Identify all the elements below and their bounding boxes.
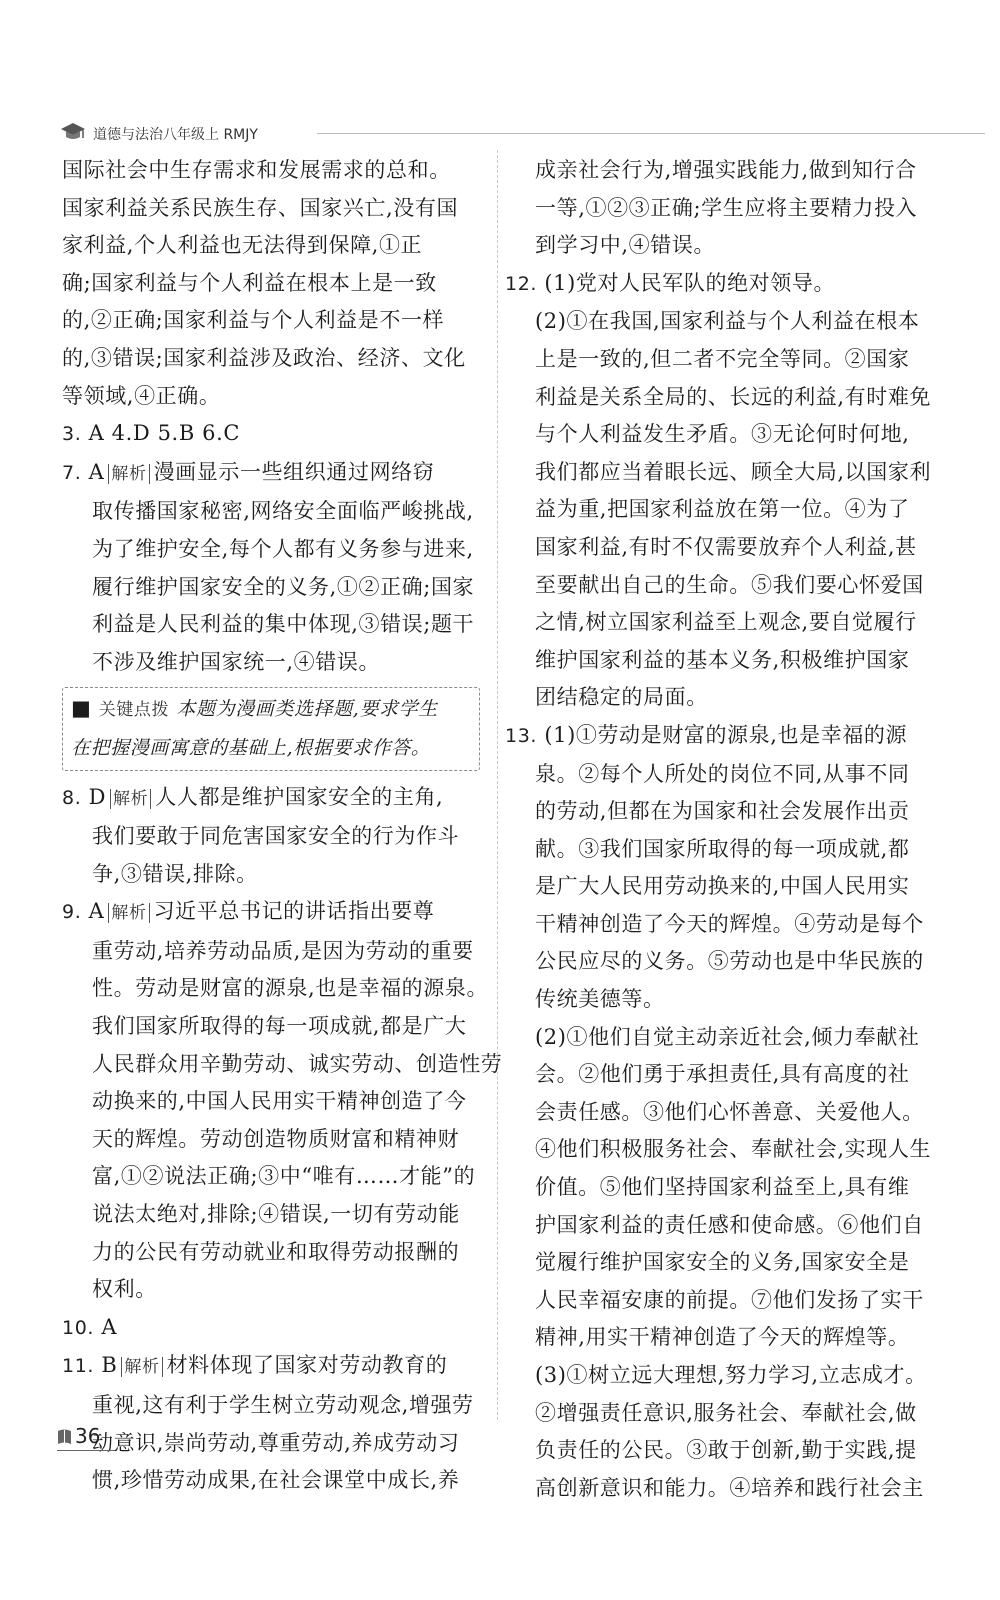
- answer-text: D: [88, 784, 107, 809]
- text-line: [505, 793, 957, 831]
- text-line: [505, 1056, 957, 1094]
- answer-text: (1)①劳动是财富的源泉,也是幸福的源: [544, 722, 908, 747]
- explanation-text: 护国家利益的责任感和使命感。⑥他们自: [535, 1212, 924, 1237]
- explanation-text: 觉履行维护国家安全的义务,国家安全是: [535, 1250, 910, 1275]
- text-line: [505, 943, 957, 981]
- explanation-text: 利益是人民利益的集中体现,③错误;题干: [92, 612, 475, 637]
- text-line: [505, 454, 957, 492]
- question-number: 10.: [62, 1316, 95, 1339]
- explanation-text: 我们国家所取得的每一项成就,都是广大: [92, 1014, 467, 1039]
- text-line: [62, 1121, 494, 1159]
- explanation-text: 重劳动,培养劳动品质,是因为劳动的重要: [92, 938, 474, 963]
- text-line: [505, 1207, 957, 1245]
- text-line: [505, 416, 957, 454]
- text-line: [62, 302, 494, 340]
- text-line: [505, 1432, 957, 1470]
- explanation-text: 材料体现了国家对劳动教育的: [166, 1353, 448, 1378]
- explanation-text: 公民应尽的义务。⑤劳动也是中华民族的: [535, 949, 924, 974]
- explanation-text: 力的公民有劳动就业和取得劳动报酬的: [92, 1239, 460, 1264]
- text-line: [505, 1019, 957, 1057]
- right-column: [505, 152, 957, 1507]
- answer-text: A: [88, 459, 105, 484]
- explanation-text: 国家利益关系民族生存、国家兴亡,没有国: [62, 195, 459, 220]
- text-line: [62, 644, 494, 682]
- question-number: 8.: [62, 786, 82, 809]
- explanation-text: 不涉及维护国家统一,④错误。: [92, 649, 381, 674]
- explanation-text: 确;国家利益与个人利益在根本上是一致: [62, 270, 437, 295]
- explanation-text: 团结稳定的局面。: [535, 685, 708, 710]
- text-line: [505, 679, 957, 717]
- explanation-text: 上是一致的,但二者不完全等同。②国家: [535, 346, 910, 371]
- book-icon: [57, 1428, 72, 1446]
- text-line: [62, 818, 494, 856]
- text-line: [505, 152, 957, 190]
- text-line: [62, 493, 494, 531]
- text-line: [505, 1131, 957, 1169]
- explanation-text: 性。劳动是财富的源泉,也是幸福的源泉。: [92, 976, 489, 1001]
- explanation-text: 习近平总书记的讲话指出要尊: [153, 899, 435, 924]
- explanation-text: 会。②他们勇于承担责任,具有高度的社: [535, 1062, 910, 1087]
- left-column: [62, 152, 503, 1500]
- explanation-text: 漫画显示一些组织通过网络窃: [153, 459, 435, 484]
- text-line: [62, 1425, 494, 1463]
- text-line: [62, 1158, 494, 1196]
- text-line: [62, 569, 494, 607]
- explanation-text: 干精神创造了今天的辉煌。④劳动是每个: [535, 911, 924, 936]
- explanation-text: 成亲社会行为,增强实践能力,做到知行合: [535, 158, 917, 182]
- running-header: [55, 118, 985, 148]
- explanation-text: 动意识,崇尚劳动,尊重劳动,养成劳动习: [92, 1430, 460, 1455]
- key-tip-label: 关键点拨: [98, 700, 170, 721]
- analysis-tag: 解析: [108, 464, 149, 484]
- text-line: [62, 856, 494, 894]
- explanation-text: 惯,珍惜劳动成果,在社会课堂中成长,养: [92, 1468, 460, 1493]
- explanation-text: 高创新意识和能力。④培养和践行社会主: [535, 1475, 924, 1500]
- text-line: [505, 1319, 957, 1357]
- text-line: [62, 340, 494, 378]
- text-line: [505, 1470, 957, 1508]
- analysis-tag: 解析: [110, 789, 151, 809]
- explanation-text: 人民幸福安康的前提。⑦他们发扬了实干: [535, 1287, 924, 1312]
- explanation-text: 一等,①②③正确;学生应将主要精力投入: [535, 195, 918, 220]
- question-number: 11.: [62, 1355, 95, 1378]
- text-line: [505, 1244, 957, 1282]
- text-line: [62, 1309, 494, 1348]
- text-line: [505, 1282, 957, 1320]
- text-line: [505, 906, 957, 944]
- explanation-text: 说法太绝对,排除;④错误,一切有劳动能: [92, 1202, 460, 1227]
- text-line: [62, 152, 494, 190]
- page-number-badge: [57, 1423, 117, 1451]
- explanation-text: 益为重,把国家利益放在第一位。④为了: [535, 497, 910, 522]
- text-line: [505, 756, 957, 794]
- explanation-text: 我们要敢于同危害国家安全的行为作斗: [92, 824, 460, 849]
- text-line: [62, 779, 494, 819]
- explanation-text: 至要献出自己的生命。⑤我们要心怀爱国: [535, 572, 924, 597]
- question-number: 12.: [505, 272, 538, 295]
- explanation-text: 家利益,个人利益也无法得到保障,①正: [62, 233, 423, 258]
- text-line: [505, 831, 957, 869]
- explanation-text: 利益是关系全局的、长远的利益,有时难免: [535, 384, 932, 409]
- key-tip-text: 本题为漫画类选择题,要求学生: [176, 698, 438, 721]
- text-line: [505, 868, 957, 906]
- page-number: 36: [75, 1424, 101, 1448]
- explanation-text: 献。③我们国家所取得的每一项成就,都: [535, 836, 910, 861]
- explanation-text: 动换来的,中国人民用实干精神创造了今: [92, 1089, 467, 1114]
- answer-text: A: [101, 1314, 118, 1339]
- explanation-text: 为了维护安全,每个人都有义务参与进来,: [92, 536, 474, 561]
- explanation-text: (3)①树立远大理想,努力学习,立志成才。: [535, 1363, 927, 1387]
- text-line: [62, 378, 494, 416]
- text-line: [62, 1271, 494, 1309]
- explanation-text: 人人都是维护国家安全的主角,: [155, 784, 444, 809]
- text-line: [505, 190, 957, 228]
- text-line: [62, 893, 494, 933]
- text-line: [505, 1357, 957, 1395]
- question-number: 9.: [62, 901, 82, 924]
- text-line: [505, 265, 957, 304]
- text-line: [62, 1196, 494, 1234]
- book-title: 道德与法治八年级上 RMJY: [93, 127, 258, 143]
- explanation-text: 天的辉煌。劳动创造物质财富和精神财: [92, 1126, 460, 1151]
- text-line: [62, 1234, 494, 1272]
- graduation-cap-icon: [60, 121, 86, 143]
- text-line: [62, 1387, 494, 1425]
- explanation-text: 精神,用实干精神创造了今天的辉煌等。: [535, 1325, 910, 1350]
- explanation-text: 会责任感。③他们心怀善意、关爱他人。: [535, 1099, 924, 1124]
- explanation-text: 维护国家利益的基本义务,积极维护国家: [535, 647, 910, 672]
- key-tip-text: 在把握漫画寓意的基础上,根据要求作答。: [71, 736, 431, 759]
- explanation-text: 的劳动,但都在为国家和社会发展作出贡: [535, 799, 910, 824]
- explanation-text: 争,③错误,排除。: [92, 861, 258, 886]
- explanation-text: 权利。: [92, 1277, 157, 1302]
- explanation-text: 人民群众用辛勤劳动、诚实劳动、创造性劳: [92, 1051, 503, 1076]
- explanation-text: 等领域,④正确。: [62, 383, 221, 408]
- text-line: [62, 970, 494, 1008]
- text-line: [505, 604, 957, 642]
- explanation-text: (2)①他们自觉主动亲近社会,倾力奉献社: [535, 1024, 920, 1049]
- explanation-text: 与个人利益发生矛盾。③无论何时何地,: [535, 422, 910, 447]
- analysis-tag: 解析: [108, 903, 149, 923]
- text-line: [505, 981, 957, 1019]
- answer-text: (1)党对人民军队的绝对领导。: [544, 270, 836, 295]
- explanation-text: 我们都应当着眼长远、顾全大局,以国家利: [535, 459, 932, 484]
- text-line: [505, 567, 957, 605]
- text-line: [505, 642, 957, 680]
- text-line: [62, 1347, 494, 1387]
- explanation-text: 之情,树立国家利益至上观念,要自觉履行: [535, 610, 917, 635]
- text-line: [62, 454, 494, 494]
- page-number-underline: [57, 1450, 115, 1451]
- explanation-text: 泉。②每个人所处的岗位不同,从事不同: [535, 761, 910, 786]
- text-line: [505, 491, 957, 529]
- text-line: [505, 529, 957, 567]
- key-tip-box: ■ 关键点拨 本题为漫画类选择题,要求学生 在把握漫画寓意的基础上,根据要求作答。: [62, 687, 480, 770]
- text-line: [62, 1462, 494, 1500]
- explanation-text: 负责任的公民。③敢于创新,勤于实践,提: [535, 1438, 917, 1463]
- explanation-text: 是广大人民用劳动换来的,中国人民用实: [535, 874, 910, 899]
- text-line: [62, 531, 494, 569]
- explanation-text: 国家利益,有时不仅需要放弃个人利益,甚: [535, 534, 917, 559]
- text-line: [505, 717, 957, 756]
- text-line: [505, 303, 957, 341]
- text-line: [62, 933, 494, 971]
- text-line: [62, 1083, 494, 1121]
- explanation-text: 的,②正确;国家利益与个人利益是不一样: [62, 308, 445, 333]
- text-line: [62, 606, 494, 644]
- text-line: [62, 227, 494, 265]
- text-line: [505, 1169, 957, 1207]
- explanation-text: 的,③错误;国家利益涉及政治、经济、文化: [62, 345, 466, 370]
- answer-text: B: [101, 1353, 118, 1378]
- explanation-text: 国际社会中生存需求和发展需求的总和。: [62, 158, 451, 182]
- question-number: 7.: [62, 461, 82, 484]
- explanation-text: ②增强责任意识,服务社会、奉献社会,做: [535, 1400, 917, 1425]
- column-divider: [497, 150, 498, 1420]
- text-line: [505, 341, 957, 379]
- text-line: [62, 415, 494, 454]
- explanation-text: ④他们积极服务社会、奉献社会,实现人生: [535, 1137, 932, 1162]
- text-line: [62, 265, 494, 303]
- text-line: [505, 1395, 957, 1433]
- explanation-text: 履行维护国家安全的义务,①②正确;国家: [92, 574, 475, 599]
- text-line: [505, 379, 957, 417]
- text-line: [62, 1008, 494, 1046]
- explanation-text: 到学习中,④错误。: [535, 233, 716, 258]
- question-number: 3.: [62, 423, 82, 446]
- explanation-text: (2)①在我国,国家利益与个人利益在根本: [535, 309, 920, 334]
- header-rule: [317, 133, 985, 134]
- analysis-tag: 解析: [121, 1357, 162, 1377]
- explanation-text: 传统美德等。: [535, 987, 665, 1012]
- explanation-text: 重视,这有利于学生树立劳动观念,增强劳: [92, 1393, 474, 1417]
- answer-text: A: [88, 899, 105, 924]
- question-number: 13.: [505, 724, 538, 747]
- answer-text: A 4.D 5.B 6.C: [88, 421, 241, 446]
- explanation-text: 价值。⑤他们坚持国家利益至上,具有维: [535, 1175, 910, 1200]
- text-line: [505, 227, 957, 265]
- explanation-text: 取传播国家秘密,网络安全面临严峻挑战,: [92, 499, 474, 524]
- text-line: [505, 1094, 957, 1132]
- text-line: [62, 1046, 503, 1084]
- explanation-text: 富,①②说法正确;③中“唯有……才能”的: [92, 1164, 476, 1189]
- text-line: [62, 190, 494, 228]
